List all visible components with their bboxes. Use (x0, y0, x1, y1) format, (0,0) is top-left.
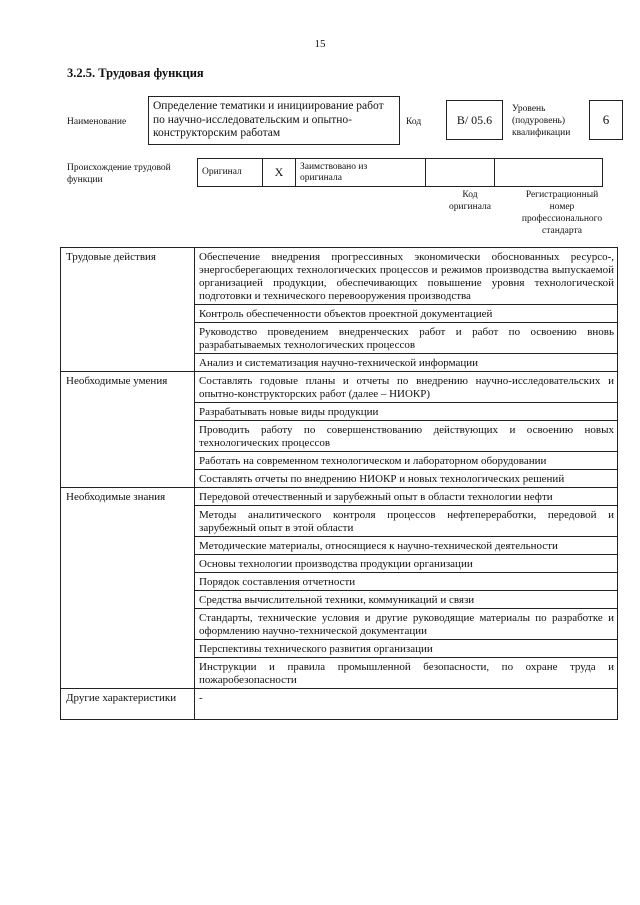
table-item: Обеспечение внедрения прогрессивных экономически обоснованных ресурсо-, энергосберегающих технологических процессов и режимов производства выпускаемой организацией продукции, обеспечивающих повышение уровня технологической подготовки и технического перевооружения производства (195, 248, 618, 305)
borrowed-label-cell (296, 159, 426, 187)
origin-label-line: функции (67, 175, 103, 185)
borrowed-label-line: оригинала (300, 172, 342, 183)
origin-label (67, 162, 171, 186)
section-label-skills: Необходимые умения (61, 372, 195, 488)
reg-number-line: профессионального (521, 214, 603, 224)
code-original-cell (426, 159, 495, 187)
borrowed-label-line: Заимствовано из (300, 161, 368, 172)
table-item: Порядок составления отчетности (195, 573, 618, 591)
table-item: Составлять годовые планы и отчеты по внедрению научно-исследовательских и опытно-конструкторских работ (далее – НИОКР) (195, 372, 618, 403)
table-row (61, 488, 618, 506)
code-original-caption (438, 189, 502, 213)
section-label-actions: Трудовые действия (61, 248, 195, 372)
code-original-line: Код (462, 190, 478, 200)
table-item: Работать на современном технологическом и лабораторном оборудовании (195, 452, 618, 470)
code-value-box: В/ 05.6 (446, 100, 503, 140)
function-details-table (60, 247, 618, 720)
table-item: Составлять отчеты по внедрению НИОКР и новых технологических решений (195, 470, 618, 488)
reg-number-line: стандарта (542, 226, 582, 236)
origin-table (197, 158, 603, 187)
table-row (61, 689, 618, 720)
origin-label-line: Происхождение трудовой (67, 163, 171, 173)
table-item: Разрабатывать новые виды продукции (195, 403, 618, 421)
table-item: - (195, 689, 618, 720)
name-label: Наименование (67, 117, 127, 127)
reg-number-cell (495, 159, 603, 187)
level-label-line: Уровень (512, 104, 546, 114)
table-row (61, 372, 618, 403)
table-item: Основы технологии производства продукции организации (195, 555, 618, 573)
section-title: 3.2.5. Трудовая функция (67, 66, 204, 80)
level-label-line: (подуровень) (512, 116, 566, 126)
code-original-line: оригинала (449, 202, 491, 212)
table-item: Руководство проведением внедренческих работ и работ по освоению вновь разрабатываемых технологических процессов (195, 323, 618, 354)
code-label: Код (406, 117, 422, 127)
original-label-cell: Оригинал (198, 159, 263, 187)
table-item: Методические материалы, относящиеся к научно-технической деятельности (195, 537, 618, 555)
table-item: Контроль обеспеченности объектов проектной документацией (195, 305, 618, 323)
table-item: Стандарты, технические условия и другие руководящие материалы по разработке и оформлению научно-технической документации (195, 609, 618, 640)
function-name-box: Определение тематики и инициирование работ по научно-исследовательским и опытно-конструкторским работам (148, 96, 400, 145)
table-item: Средства вычислительной техники, коммуникаций и связи (195, 591, 618, 609)
table-item: Инструкции и правила промышленной безопасности, по охране труда и пожаробезопасности (195, 658, 618, 689)
table-item: Перспективы технического развития организации (195, 640, 618, 658)
table-item: Методы аналитического контроля процессов нефтепереработки, передовой и зарубежный опыт в этой области (195, 506, 618, 537)
table-item: Проводить работу по совершенствованию действующих и освоению новых технологических процессов (195, 421, 618, 452)
table-row (61, 248, 618, 305)
level-value-box: 6 (589, 100, 623, 140)
section-label-knowledge: Необходимые знания (61, 488, 195, 689)
page-number: 15 (314, 38, 326, 50)
reg-number-line: Регистрационный (525, 190, 599, 200)
reg-number-caption (509, 189, 615, 237)
table-item: Передовой отечественный и зарубежный опыт в области технологии нефти (195, 488, 618, 506)
table-item: Анализ и систематизация научно-технической информации (195, 354, 618, 372)
level-label (512, 103, 570, 139)
section-label-other: Другие характеристики (61, 689, 195, 720)
level-label-line: квалификации (512, 128, 571, 138)
original-mark-cell: X (263, 159, 296, 187)
reg-number-line: номер (549, 202, 575, 212)
